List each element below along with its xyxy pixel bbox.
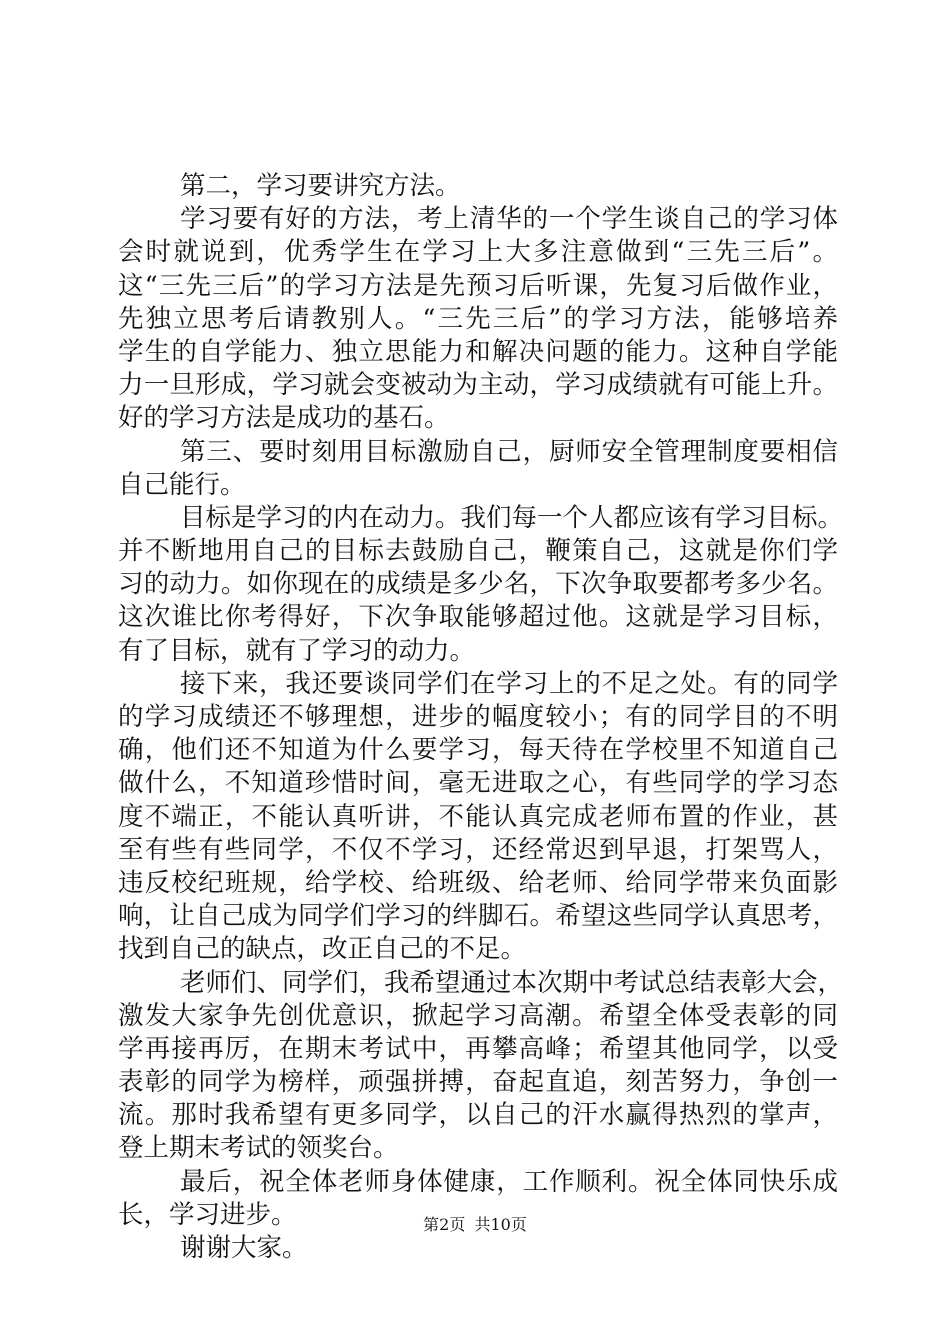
text-line: 先独立思考后请教别人。“三先三后”的学习方法，能够培养 xyxy=(118,303,838,334)
page-number: 第2页 xyxy=(423,1215,466,1234)
text-line: 学生的自学能力、独立思能力和解决问题的能力。这种自学能 xyxy=(118,336,838,367)
text-line: 第二，学习要讲究方法。 xyxy=(180,171,461,201)
text-line: 习的动力。如你现在的成绩是多少名，下次争取要都考多少名。 xyxy=(118,569,838,600)
text-line: 学再接再厉，在期末考试中，再攀高峰；希望其他同学，以受 xyxy=(118,1033,838,1064)
text-line: 这次谁比你考得好，下次争取能够超过他。这就是学习目标， xyxy=(118,602,838,633)
text-line: 力一旦形成，学习就会变被动为主动，学习成绩就有可能上升。 xyxy=(118,370,838,401)
document-body xyxy=(118,170,844,1265)
text-line: 确，他们还不知道为什么要学习，每天待在学校里不知道自己 xyxy=(118,735,838,766)
text-line: 长，学习进步。 xyxy=(118,1199,297,1230)
text-line: 学习要有好的方法，考上清华的一个学生谈自己的学习体 xyxy=(180,204,838,235)
text-line: 老师们、同学们，我希望通过本次期中考试总结表彰大会， xyxy=(180,967,844,998)
text-line: 第三、要时刻用目标激励自己，厨师安全管理制度要相信 xyxy=(180,436,838,467)
page-footer xyxy=(0,1214,950,1236)
text-line: 违反校纪班规，给学校、给班级、给老师、给同学带来负面影 xyxy=(118,867,838,898)
text-line: 会时就说到，优秀学生在学习上大多注意做到“三先三后”。 xyxy=(118,237,838,268)
text-line: 至有些有些同学，不仅不学习，还经常迟到早退，打架骂人， xyxy=(118,834,838,865)
text-line: 找到自己的缺点，改正自己的不足。 xyxy=(118,934,527,965)
text-line: 最后，祝全体老师身体健康，工作顺利。祝全体同快乐成 xyxy=(180,1166,838,1197)
text-line: 接下来，我还要谈同学们在学习上的不足之处。有的同学 xyxy=(180,668,838,699)
text-line: 激发大家争先创优意识，掀起学习高潮。希望全体受表彰的同 xyxy=(118,1000,838,1031)
text-line: 响，让自己成为同学们学习的绊脚石。希望这些同学认真思考， xyxy=(118,901,838,932)
text-line: 这“三先三后”的学习方法是先预习后听课，先复习后做作业， xyxy=(118,270,838,301)
text-line: 并不断地用自己的目标去鼓励自己，鞭策自己，这就是你们学 xyxy=(118,536,838,567)
text-line: 流。那时我希望有更多同学，以自己的汗水赢得热烈的掌声， xyxy=(118,1100,838,1131)
text-line: 谢谢大家。 xyxy=(180,1233,308,1263)
text-line: 表彰的同学为榜样，顽强拼搏，奋起直追，刻苦努力，争创一 xyxy=(118,1067,838,1098)
text-line: 有了目标，就有了学习的动力。 xyxy=(118,635,476,666)
text-line: 度不端正，不能认真听讲，不能认真完成老师布置的作业，甚 xyxy=(118,801,838,832)
text-line: 做什么，不知道珍惜时间，毫无进取之心，有些同学的学习态 xyxy=(118,768,838,799)
text-line: 目标是学习的内在动力。我们每一个人都应该有学习目标。 xyxy=(180,502,844,533)
text-line: 自己能行。 xyxy=(118,469,246,500)
text-line: 好的学习方法是成功的基石。 xyxy=(118,403,450,434)
page-total: 共10页 xyxy=(474,1215,527,1234)
text-line: 登上期末考试的领奖台。 xyxy=(118,1133,399,1164)
text-line: 的学习成绩还不够理想，进步的幅度较小；有的同学目的不明 xyxy=(118,702,838,732)
